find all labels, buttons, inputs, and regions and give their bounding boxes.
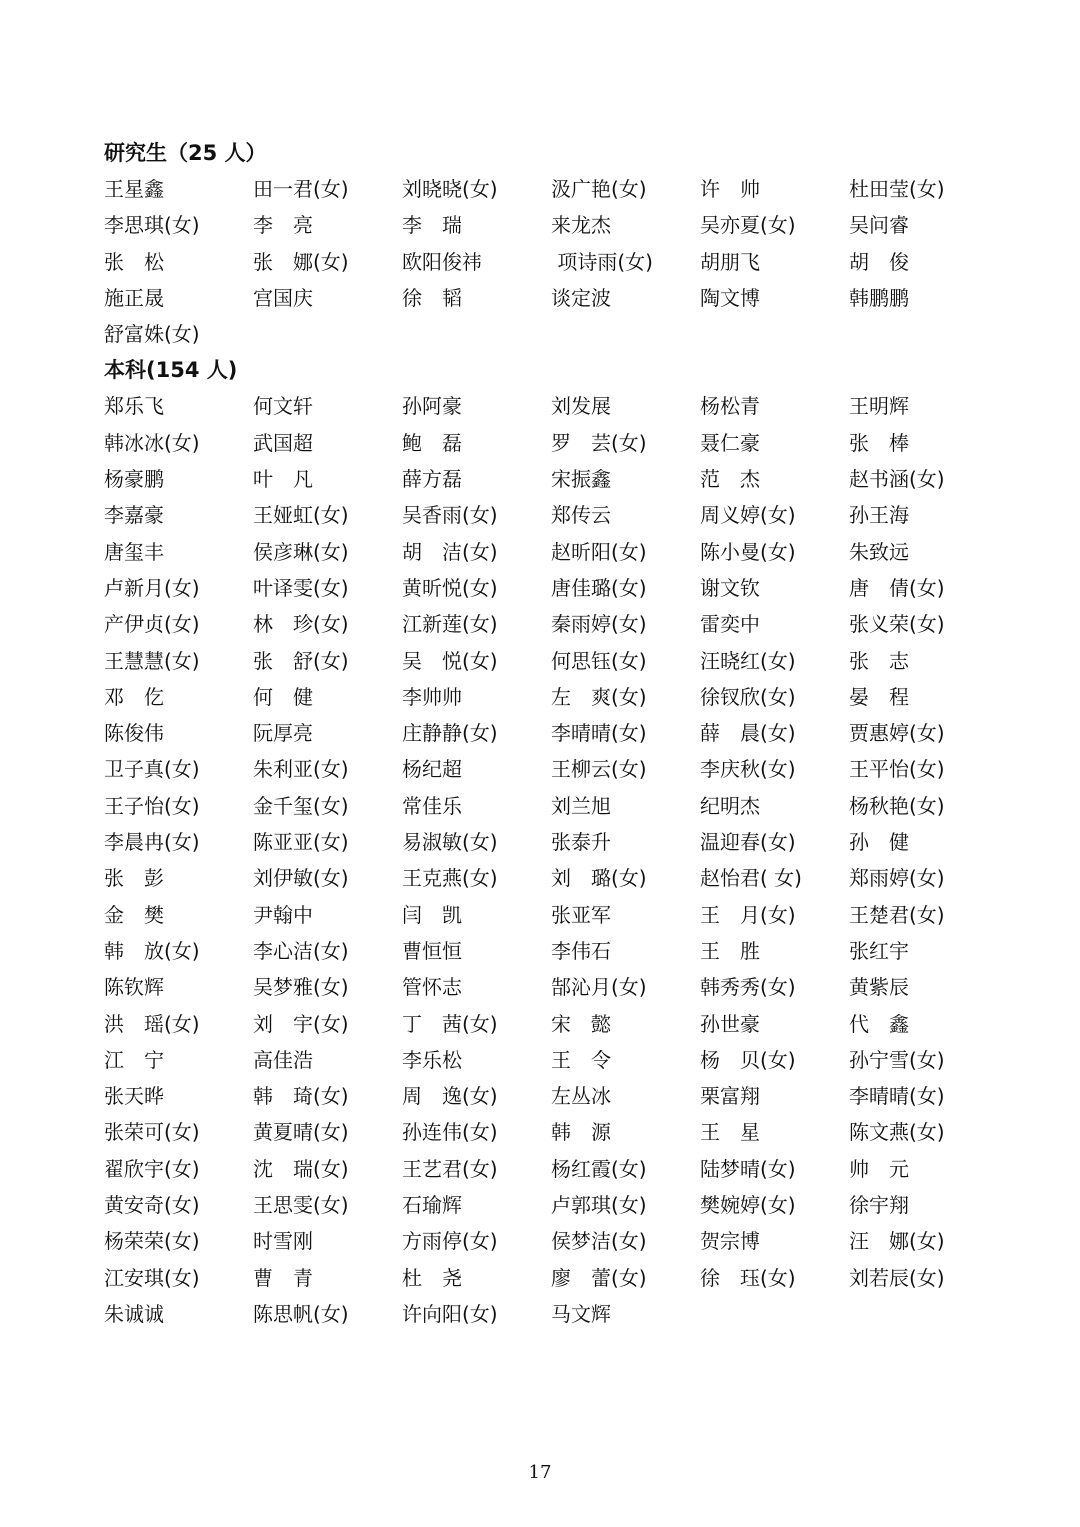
name-entry: 郑传云 xyxy=(551,503,611,528)
name-entry: 郑雨婷(女) xyxy=(849,866,945,891)
name-entry: 杨 贝(女) xyxy=(700,1047,796,1072)
name-entry: 王 令 xyxy=(551,1047,611,1072)
name-entry: 张泰升 xyxy=(551,830,611,855)
name-entry: 朱诚诚 xyxy=(104,1301,164,1326)
name-entry: 江 宁 xyxy=(104,1047,164,1072)
name-entry: 杜田莹(女) xyxy=(849,177,945,201)
name-entry: 陶文博 xyxy=(700,285,760,310)
name-entry: 帅 元 xyxy=(849,1156,909,1181)
name-entry: 王 月(女) xyxy=(700,902,796,927)
name-entry: 陈亚亚(女) xyxy=(253,830,349,855)
name-entry: 王星鑫 xyxy=(104,177,164,201)
name-entry: 张 松 xyxy=(104,249,164,274)
name-entry: 徐 韬 xyxy=(402,285,462,310)
name-entry: 石瑜辉 xyxy=(402,1193,462,1218)
name-entry: 阮厚亮 xyxy=(253,721,313,746)
name-entry: 施正晟 xyxy=(104,285,164,310)
name-entry: 王平怡(女) xyxy=(849,757,945,782)
name-entry: 唐佳璐(女) xyxy=(551,575,647,600)
name-entry: 赵昕阳(女) xyxy=(551,539,647,564)
name-entry: 赵书涵(女) xyxy=(849,467,945,492)
name-entry: 刘 宇(女) xyxy=(253,1011,349,1036)
name-entry: 张 舒(女) xyxy=(253,648,349,673)
name-entry: 杨纪超 xyxy=(402,757,462,782)
name-entry: 许 帅 xyxy=(700,177,760,201)
name-entry: 何思钰(女) xyxy=(551,648,647,673)
name-entry: 韩冰冰(女) xyxy=(104,430,200,455)
name-entry: 吴香雨(女) xyxy=(402,503,498,528)
name-entry: 方雨停(女) xyxy=(402,1229,498,1254)
name-entry: 郜沁月(女) xyxy=(551,975,647,1000)
name-entry: 王艺君(女) xyxy=(402,1156,498,1181)
name-entry: 江新莲(女) xyxy=(402,612,498,637)
name-entry: 侯梦洁(女) xyxy=(551,1229,647,1254)
name-entry: 韩 放(女) xyxy=(104,938,200,963)
name-entry: 范 杰 xyxy=(700,467,760,492)
name-entry: 左丛冰 xyxy=(551,1084,611,1109)
name-entry: 许向阳(女) xyxy=(402,1301,498,1326)
graduate-names-grid xyxy=(104,171,1004,352)
name-entry: 汲广艳(女) xyxy=(551,177,647,201)
name-entry: 赵怡君( 女) xyxy=(700,866,802,891)
name-entry: 晏 程 xyxy=(849,684,909,709)
name-entry: 黄夏晴(女) xyxy=(253,1120,349,1145)
name-entry: 李乐松 xyxy=(402,1047,462,1072)
name-entry: 李嘉豪 xyxy=(104,503,164,528)
name-entry: 杨豪鹏 xyxy=(104,467,164,492)
name-entry: 庄静静(女) xyxy=(402,721,498,746)
name-entry: 王柳云(女) xyxy=(551,757,647,782)
name-entry: 卢新月(女) xyxy=(104,575,200,600)
name-entry: 纪明杰 xyxy=(700,793,760,818)
name-entry: 周 逸(女) xyxy=(402,1084,498,1109)
name-entry: 高佳浩 xyxy=(253,1047,313,1072)
name-entry: 胡 俊 xyxy=(849,249,909,274)
name-entry: 江安琪(女) xyxy=(104,1265,200,1290)
name-entry: 刘伊敏(女) xyxy=(253,866,349,891)
name-entry: 刘若辰(女) xyxy=(849,1265,945,1290)
name-entry: 王思雯(女) xyxy=(253,1193,349,1218)
name-entry: 张 娜(女) xyxy=(253,249,349,274)
name-entry: 谢文钦 xyxy=(700,575,760,600)
name-entry: 左 爽(女) xyxy=(551,684,647,709)
name-entry: 王慧慧(女) xyxy=(104,648,200,673)
name-entry: 李思琪(女) xyxy=(104,213,200,238)
name-entry: 栗富翔 xyxy=(700,1084,760,1109)
name-entry: 孙世豪 xyxy=(700,1011,760,1036)
name-entry: 卫子真(女) xyxy=(104,757,200,782)
name-entry: 贾惠婷(女) xyxy=(849,721,945,746)
name-entry: 宫国庆 xyxy=(253,285,313,310)
name-entry: 张荣可(女) xyxy=(104,1120,200,1145)
name-entry: 孙阿豪 xyxy=(402,394,462,419)
name-entry: 陈思帆(女) xyxy=(253,1301,349,1326)
name-entry: 吴亦夏(女) xyxy=(700,213,796,238)
name-entry: 产伊贞(女) xyxy=(104,612,200,637)
name-entry: 吴问睿 xyxy=(849,213,909,238)
name-entry: 孙连伟(女) xyxy=(402,1120,498,1145)
name-entry: 薛方磊 xyxy=(402,467,462,492)
name-entry: 杨荣荣(女) xyxy=(104,1229,200,1254)
name-entry: 韩鹏鹏 xyxy=(849,285,909,310)
name-entry: 秦雨婷(女) xyxy=(551,612,647,637)
name-entry: 陈小曼(女) xyxy=(700,539,796,564)
name-entry: 陆梦晴(女) xyxy=(700,1156,796,1181)
name-entry: 舒富姝(女) xyxy=(104,322,200,347)
undergraduate-heading: 本科(154 人) xyxy=(104,358,238,383)
name-entry: 汪 娜(女) xyxy=(849,1229,945,1254)
name-entry: 李伟石 xyxy=(551,938,611,963)
name-entry: 胡朋飞 xyxy=(700,249,760,274)
name-entry: 徐钗欣(女) xyxy=(700,684,796,709)
name-entry: 闫 凯 xyxy=(402,902,462,927)
name-entry: 黄紫辰 xyxy=(849,975,909,1000)
name-entry: 孙王海 xyxy=(849,503,909,528)
name-entry: 金 樊 xyxy=(104,902,164,927)
name-entry: 樊婉婷(女) xyxy=(700,1193,796,1218)
name-entry: 武国超 xyxy=(253,430,313,455)
name-entry: 宋振鑫 xyxy=(551,467,611,492)
name-entry: 吴 悦(女) xyxy=(402,648,498,673)
name-entry: 朱利亚(女) xyxy=(253,757,349,782)
name-entry: 李心洁(女) xyxy=(253,938,349,963)
name-entry: 代 鑫 xyxy=(849,1011,909,1036)
name-entry: 何文轩 xyxy=(253,394,313,419)
name-entry: 聂仁豪 xyxy=(700,430,760,455)
name-entry: 陈文燕(女) xyxy=(849,1120,945,1145)
name-entry: 温迎春(女) xyxy=(700,830,796,855)
name-entry: 黄昕悦(女) xyxy=(402,575,498,600)
name-entry: 马文辉 xyxy=(551,1301,611,1326)
name-entry: 项诗雨(女) xyxy=(551,249,653,274)
name-entry: 唐玺丰 xyxy=(104,539,164,564)
name-entry: 周义婷(女) xyxy=(700,503,796,528)
name-entry: 王 胜 xyxy=(700,938,760,963)
name-entry: 杨红霞(女) xyxy=(551,1156,647,1181)
name-entry: 罗 芸(女) xyxy=(551,430,647,455)
name-entry: 易淑敏(女) xyxy=(402,830,498,855)
name-entry: 何 健 xyxy=(253,684,313,709)
name-entry: 张 志 xyxy=(849,648,909,673)
name-entry: 王子怡(女) xyxy=(104,793,200,818)
name-entry: 孙宁雪(女) xyxy=(849,1047,945,1072)
name-entry: 李晨冉(女) xyxy=(104,830,200,855)
name-entry: 薛 晨(女) xyxy=(700,721,796,746)
name-list xyxy=(104,135,1004,1332)
name-entry: 雷奕中 xyxy=(700,612,760,637)
name-entry: 鲍 磊 xyxy=(402,430,462,455)
name-entry: 黄安奇(女) xyxy=(104,1193,200,1218)
name-entry: 韩 源 xyxy=(551,1120,611,1145)
name-entry: 曹 青 xyxy=(253,1265,313,1290)
name-entry: 来龙杰 xyxy=(551,213,611,238)
name-entry: 宋 懿 xyxy=(551,1011,611,1036)
page-number: 17 xyxy=(528,1462,552,1483)
name-entry: 张义荣(女) xyxy=(849,612,945,637)
name-entry: 欧阳俊祎 xyxy=(402,249,482,274)
name-entry: 林 珍(女) xyxy=(253,612,349,637)
name-entry: 李 亮 xyxy=(253,213,313,238)
name-entry: 廖 蕾(女) xyxy=(551,1265,647,1290)
name-entry: 曹恒恒 xyxy=(402,938,462,963)
name-entry: 田一君(女) xyxy=(253,177,349,201)
name-entry: 洪 瑶(女) xyxy=(104,1011,200,1036)
name-entry: 王楚君(女) xyxy=(849,902,945,927)
name-entry: 张 棒 xyxy=(849,430,909,455)
name-entry: 张 彭 xyxy=(104,866,164,891)
name-entry: 丁 茜(女) xyxy=(402,1011,498,1036)
name-entry: 汪晓红(女) xyxy=(700,648,796,673)
name-entry: 王明辉 xyxy=(849,394,909,419)
name-entry: 陈俊伟 xyxy=(104,721,164,746)
name-entry: 张红宇 xyxy=(849,938,909,963)
name-entry: 郑乐飞 xyxy=(104,394,164,419)
name-entry: 侯彦琳(女) xyxy=(253,539,349,564)
name-entry: 韩秀秀(女) xyxy=(700,975,796,1000)
undergraduate-names-grid xyxy=(104,388,1004,1332)
name-entry: 孙 健 xyxy=(849,830,909,855)
name-entry: 李晴晴(女) xyxy=(849,1084,945,1109)
name-entry: 叶 凡 xyxy=(253,467,313,492)
name-entry: 沈 瑞(女) xyxy=(253,1156,349,1181)
name-entry: 杨松青 xyxy=(700,394,760,419)
name-entry: 时雪刚 xyxy=(253,1229,313,1254)
name-entry: 翟欣宇(女) xyxy=(104,1156,200,1181)
name-entry: 韩 琦(女) xyxy=(253,1084,349,1109)
name-entry: 吴梦雅(女) xyxy=(253,975,349,1000)
name-entry: 杜 尧 xyxy=(402,1265,462,1290)
name-entry: 邓 仡 xyxy=(104,684,164,709)
name-entry: 李晴晴(女) xyxy=(551,721,647,746)
name-entry: 刘兰旭 xyxy=(551,793,611,818)
name-entry: 刘 璐(女) xyxy=(551,866,647,891)
name-entry: 贺宗博 xyxy=(700,1229,760,1254)
graduate-heading: 研究生（25 人） xyxy=(104,141,267,165)
name-entry: 李 瑞 xyxy=(402,213,462,238)
name-entry: 王克燕(女) xyxy=(402,866,498,891)
name-entry: 张亚军 xyxy=(551,902,611,927)
name-entry: 胡 洁(女) xyxy=(402,539,498,564)
name-entry: 杨秋艳(女) xyxy=(849,793,945,818)
name-entry: 徐宇翔 xyxy=(849,1193,909,1218)
name-entry: 朱致远 xyxy=(849,539,909,564)
name-entry: 唐 倩(女) xyxy=(849,575,945,600)
name-entry: 张天晔 xyxy=(104,1084,164,1109)
name-entry: 刘晓晓(女) xyxy=(402,177,498,201)
name-entry: 谈定波 xyxy=(551,285,611,310)
name-entry: 叶译雯(女) xyxy=(253,575,349,600)
name-entry: 徐 珏(女) xyxy=(700,1265,796,1290)
name-entry: 尹翰中 xyxy=(253,902,313,927)
name-entry: 管怀志 xyxy=(402,975,462,1000)
name-entry: 王娅虹(女) xyxy=(253,503,349,528)
name-entry: 常佳乐 xyxy=(402,793,462,818)
name-entry: 金千玺(女) xyxy=(253,793,349,818)
name-entry: 李庆秋(女) xyxy=(700,757,796,782)
name-entry: 刘发展 xyxy=(551,394,611,419)
name-entry: 李帅帅 xyxy=(402,684,462,709)
name-entry: 陈钦辉 xyxy=(104,975,164,1000)
name-entry: 王 星 xyxy=(700,1120,760,1145)
name-entry: 卢郭琪(女) xyxy=(551,1193,647,1218)
